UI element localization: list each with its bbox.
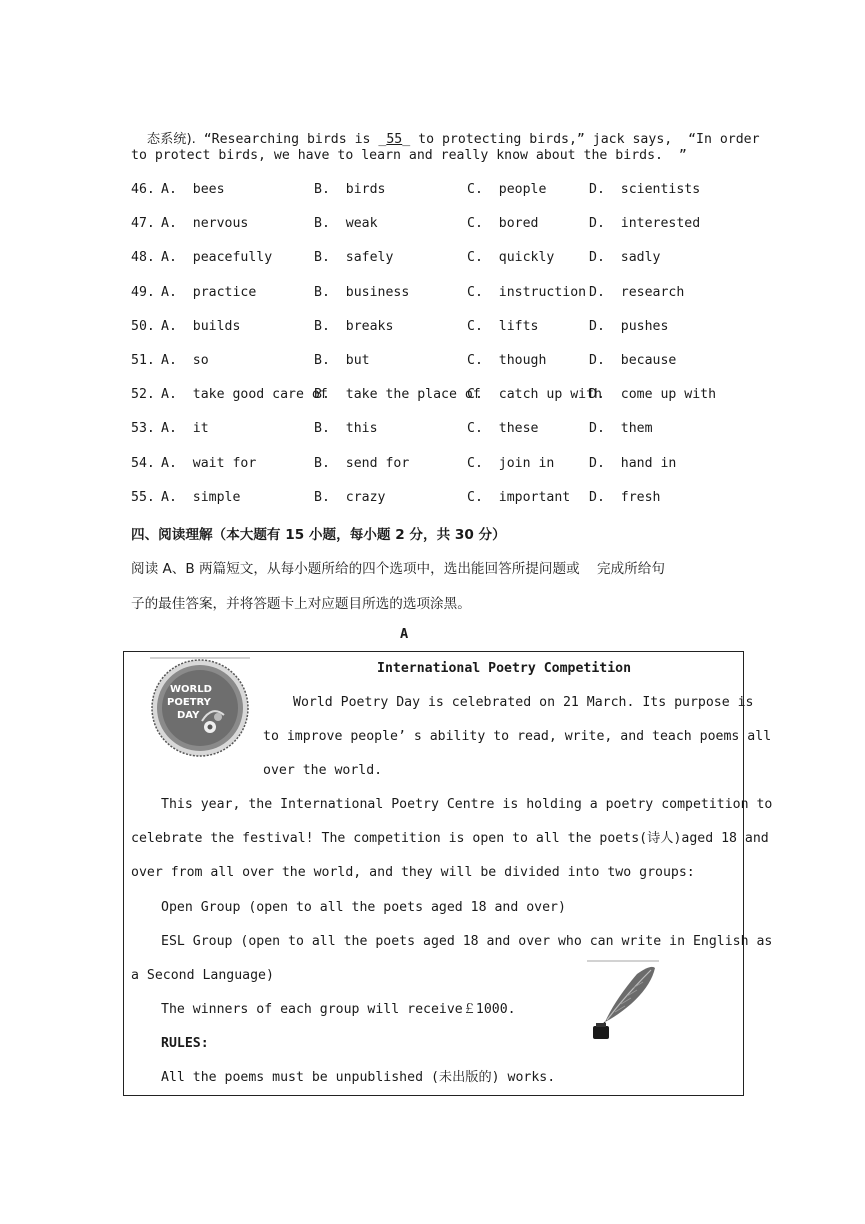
passage-p1-line-2: to improve people’ s ability to read, write, and teach poems all: [263, 729, 772, 744]
esl-group-line-1: ESL Group (open to all the poets aged 18 and over who can write in English as: [161, 934, 773, 949]
passage-heading: International Poetry Competition: [377, 661, 632, 676]
option-d: D. pushes: [589, 318, 669, 334]
option-d: D. come up with: [589, 387, 717, 403]
instructions-line-2: 子的最佳答案，并将答题卡上对应题目所选的选项涂黑。: [131, 596, 471, 612]
option-a: A. builds: [161, 318, 241, 334]
question-number: 50.: [131, 318, 155, 334]
option-b: B. but: [314, 353, 370, 368]
option-c: C. bored: [467, 216, 539, 232]
passage-p2-line-1: This year, the International Poetry Centre is holding a poetry competition to: [161, 797, 773, 812]
question-number: 46.: [131, 182, 155, 197]
option-a: A. simple: [161, 489, 241, 505]
option-d: D. fresh: [589, 489, 661, 505]
passage-p1-line-1: World Poetry Day is celebrated on 21 March. Its purpose is: [293, 695, 754, 710]
option-b: B. send for: [314, 455, 410, 471]
option-a: A. nervous: [161, 216, 249, 232]
question-number: 48.: [131, 250, 155, 266]
open-group: Open Group (open to all the poets aged 18 and over): [161, 900, 566, 915]
option-c: C. though: [467, 353, 547, 368]
option-d: D. interested: [589, 216, 701, 232]
option-d: D. research: [589, 284, 685, 300]
option-b: B. business: [314, 284, 410, 300]
esl-group-line-2: a Second Language): [131, 968, 274, 983]
option-b: B. take the place of: [314, 387, 481, 403]
passage-p2-line-2: celebrate the festival! The competition is open to all the poets(诗人)aged 18 and: [131, 831, 769, 846]
option-c: C. people: [467, 182, 547, 197]
world-poetry-day-logo: [150, 657, 252, 757]
option-d: D. because: [589, 353, 677, 368]
option-c: C. important: [467, 489, 571, 505]
intro-prefix: 态系统).: [146, 132, 196, 147]
option-b: B. birds: [314, 182, 386, 197]
option-b: B. crazy: [314, 489, 386, 505]
passage-p2-line-3: over from all over the world, and they will be divided into two groups:: [131, 865, 695, 880]
option-c: C. quickly: [467, 250, 555, 266]
option-b: B. breaks: [314, 318, 394, 334]
blank-55: 55: [386, 132, 403, 147]
quill-ink-illustration: [585, 960, 661, 1042]
option-d: D. them: [589, 421, 653, 437]
option-d: D. scientists: [589, 182, 701, 197]
option-a: A. wait for: [161, 455, 257, 471]
question-number: 52.: [131, 387, 155, 403]
rule-1: All the poems must be unpublished (未出版的) works.: [161, 1070, 556, 1085]
option-b: B. safely: [314, 250, 394, 266]
option-c: C. these: [467, 421, 539, 437]
option-a: A. practice: [161, 284, 257, 300]
option-a: A. so: [161, 353, 209, 368]
option-d: D. hand in: [589, 455, 677, 471]
poetry-day-badge-icon: [150, 657, 252, 757]
winners-prize: The winners of each group will receive￡1000.: [161, 1002, 516, 1017]
option-c: C. lifts: [467, 318, 539, 334]
option-c: C. join in: [467, 455, 555, 471]
option-a: A. it: [161, 421, 209, 437]
intro-quote-a: “Researching birds is _: [195, 132, 387, 147]
intro-line-2: to protect birds, we have to learn and really know about the birds. ”: [131, 148, 687, 163]
option-a: A. take good care of: [161, 387, 328, 403]
option-d: D. sadly: [589, 250, 661, 266]
question-number: 53.: [131, 421, 155, 437]
question-number: 55.: [131, 489, 155, 505]
option-c: C. catch up with: [467, 387, 602, 403]
intro-line-1: [131, 113, 760, 149]
question-number: 51.: [131, 353, 155, 368]
passage-label: A: [400, 626, 409, 642]
option-a: A. peacefully: [161, 250, 273, 266]
option-a: A. bees: [161, 182, 225, 197]
rules-label: RULES:: [161, 1036, 209, 1051]
option-b: B. this: [314, 421, 378, 437]
section-title: 四、阅读理解（本大题有 15 小题，每小题 2 分，共 30 分）: [131, 527, 506, 543]
option-b: B. weak: [314, 216, 378, 232]
quill-icon: [585, 960, 661, 1042]
svg-text:POETRY: POETRY: [167, 697, 211, 708]
intro-quote-b: _ to protecting birds,” jack says, “In order: [402, 132, 760, 147]
passage-p1-line-3: over the world.: [263, 763, 383, 778]
svg-text:DAY: DAY: [177, 710, 200, 721]
question-number: 49.: [131, 284, 155, 300]
instructions-line-1: 阅读 A、B 两篇短文，从每小题所给的四个选项中，选出能回答所提问题或 完成所给句: [131, 561, 665, 577]
question-number: 54.: [131, 455, 155, 471]
svg-text:WORLD: WORLD: [170, 684, 212, 695]
option-c: C. instruction: [467, 284, 587, 300]
question-number: 47.: [131, 216, 155, 232]
